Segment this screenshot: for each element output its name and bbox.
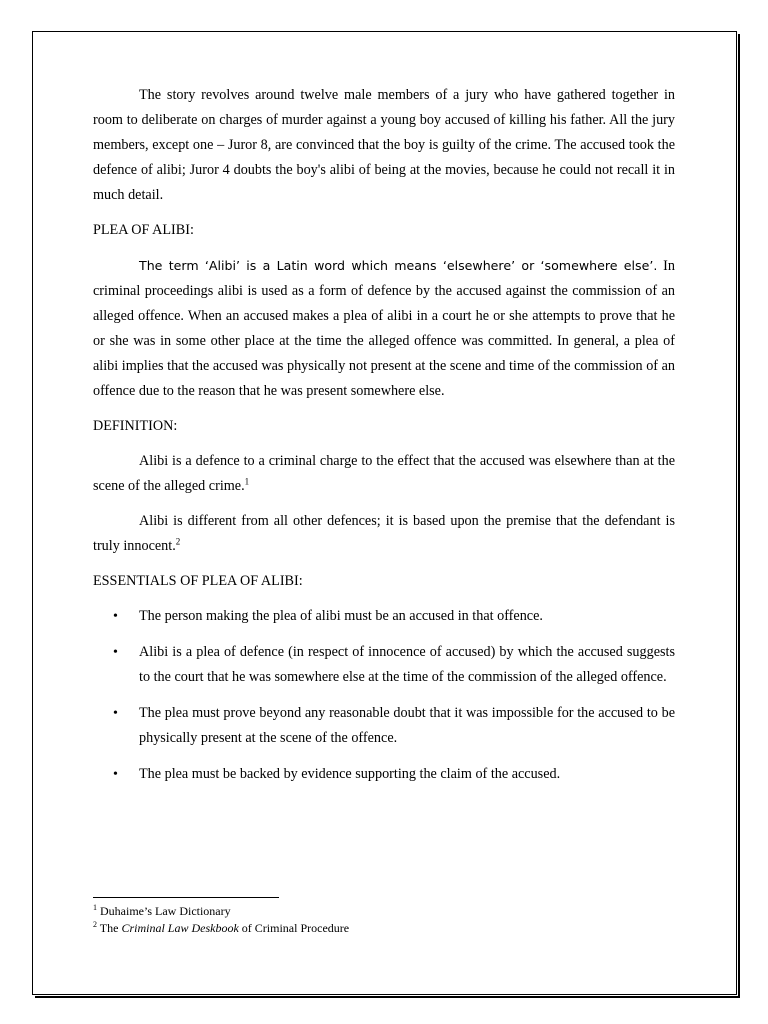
heading-definition: DEFINITION: — [93, 418, 178, 434]
definition-1-text: Alibi is a defence to a criminal charge to the effect that the accused was elsewhere than at the scene of the alleged crime. — [93, 453, 675, 494]
plea-intro-text: The term ‘Alibi’ is a Latin word which means ‘elsewhere’ or ‘somewhere else’. — [139, 258, 658, 273]
list-item: • The plea must be backed by evidence supporting the claim of the accused. — [93, 762, 675, 787]
footnote-ref-2: 2 — [175, 536, 181, 547]
plea-body-text: In criminal proceedings alibi is used as a form of defence by the accused against the commission of an alleged offence. When an accused makes a plea of alibi in a court he or she attempts to prove that he or she was in some other place at the time the alleged offence was committed. In general, a plea of alibi implies that the accused was physically not present at the scene and time of the commission of an offence due to the reason that he was present somewhere else. — [93, 258, 676, 399]
footnote-ref-1: 1 — [244, 476, 250, 487]
footnote-2-suffix: of Criminal Procedure — [238, 921, 350, 935]
footnote-1-text: Duhaime’s Law Dictionary — [97, 904, 231, 918]
heading-essentials: ESSENTIALS OF PLEA OF ALIBI: — [93, 573, 303, 589]
document-body — [93, 83, 675, 798]
footnote-2-title: Criminal Law Deskbook — [121, 921, 239, 935]
footnote-separator — [93, 897, 279, 898]
plea-paragraph — [93, 253, 675, 404]
essentials-list — [93, 604, 675, 787]
footnote-2-number: 2 — [93, 920, 97, 929]
definition-2-text: Alibi is different from all other defences; it is based upon the premise that the defendant is truly innocent. — [93, 513, 675, 554]
footnote-1 — [93, 903, 349, 920]
definition-paragraph-1 — [93, 449, 675, 499]
list-item: • Alibi is a plea of defence (in respect of innocence of accused) by which the accused suggests to the court that he was somewhere else at the time of the commission of the alleged offence. — [93, 640, 675, 690]
intro-paragraph: The story revolves around twelve male members of a jury who have gathered together in room to deliberate on charges of murder against a young boy accused of killing his father. All the jury members, except one – Juror 8, are convinced that the boy is guilty of the crime. The accused took the defence of alibi; Juror 4 doubts the boy's alibi of being at the movies, because he could not recall it in much detail. — [93, 87, 675, 203]
footnotes — [93, 903, 349, 937]
definition-paragraph-2 — [93, 509, 675, 559]
footnote-1-number: 1 — [93, 903, 97, 912]
footnote-2-prefix: The — [97, 921, 122, 935]
footnote-2 — [93, 920, 349, 937]
heading-plea-of-alibi: PLEA OF ALIBI: — [93, 222, 194, 238]
list-item: • The person making the plea of alibi must be an accused in that offence. — [93, 604, 675, 629]
list-item: • The plea must prove beyond any reasonable doubt that it was impossible for the accused to be physically present at the scene of the offence. — [93, 701, 675, 751]
